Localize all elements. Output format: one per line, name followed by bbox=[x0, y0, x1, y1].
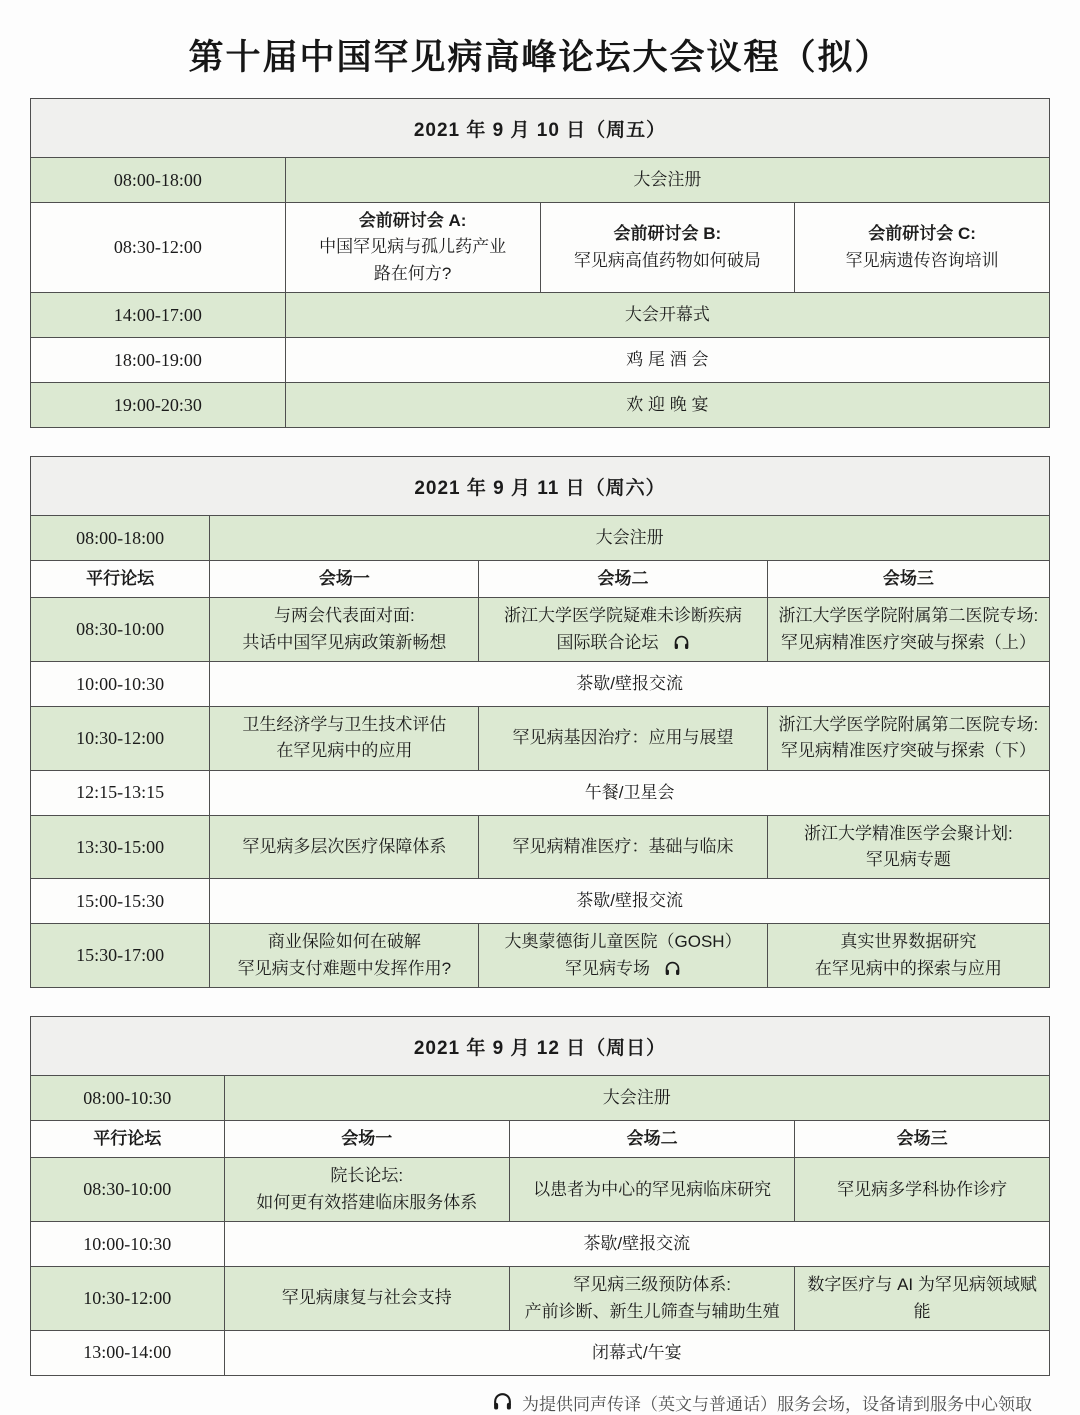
event-line bbox=[218, 834, 470, 860]
event-cell bbox=[479, 924, 767, 988]
event-cell bbox=[285, 338, 1049, 383]
event-cell bbox=[479, 707, 767, 771]
event-text: 罕见病三级预防体系: bbox=[573, 1275, 731, 1295]
event-text: 浙江大学精准医学会聚计划: bbox=[804, 823, 1013, 843]
time-cell: 08:30-10:00 bbox=[31, 598, 210, 662]
event-line bbox=[294, 347, 1041, 373]
event-text: 会场三 bbox=[882, 569, 934, 589]
event-line bbox=[294, 234, 532, 260]
event-text: 平行论坛 bbox=[86, 569, 155, 589]
event-line bbox=[218, 780, 1041, 806]
event-line bbox=[218, 738, 470, 764]
event-text: 欢 迎 晚 宴 bbox=[626, 394, 709, 414]
event-text: 罕见病专题 bbox=[865, 850, 951, 870]
event-line bbox=[487, 929, 758, 955]
event-line bbox=[233, 1231, 1041, 1257]
event-cell bbox=[285, 293, 1049, 338]
footnote bbox=[0, 1390, 1080, 1415]
event-text: 浙江大学医学院附属第二医院专场: bbox=[778, 715, 1039, 735]
event-line bbox=[776, 738, 1041, 764]
event-cell bbox=[795, 1158, 1050, 1222]
time-cell: 15:00-15:30 bbox=[31, 879, 210, 924]
event-line bbox=[776, 712, 1041, 738]
time-cell: 10:30-12:00 bbox=[31, 707, 210, 771]
event-text: 会场一 bbox=[318, 569, 370, 589]
event-line bbox=[518, 1177, 786, 1203]
event-line bbox=[218, 712, 470, 738]
event-text: 浙江大学医学院疑难未诊断疾病 bbox=[504, 606, 743, 626]
event-text: 以患者为中心的罕见病临床研究 bbox=[533, 1179, 772, 1199]
event-line bbox=[218, 956, 470, 982]
event-line bbox=[487, 725, 758, 751]
time-cell: 19:00-20:30 bbox=[31, 383, 286, 428]
event-cell bbox=[31, 1121, 225, 1158]
event-cell bbox=[795, 203, 1050, 293]
event-line bbox=[776, 956, 1041, 982]
event-line bbox=[294, 392, 1041, 418]
event-line bbox=[487, 834, 758, 860]
event-cell bbox=[767, 815, 1049, 879]
event-cell bbox=[210, 770, 1050, 815]
event-text: 罕见病精准医疗突破与探索（上） bbox=[780, 632, 1036, 652]
event-text: 罕见病精准医疗突破与探索（下） bbox=[780, 741, 1036, 761]
table-row bbox=[31, 1158, 1050, 1222]
event-text: 共话中国罕见病政策新畅想 bbox=[242, 632, 447, 652]
event-line bbox=[218, 671, 1041, 697]
event-line bbox=[294, 167, 1041, 193]
event-text: 罕见病遗传咨询培训 bbox=[845, 250, 999, 270]
event-line bbox=[803, 1126, 1041, 1152]
event-line bbox=[549, 221, 787, 247]
event-line bbox=[233, 1163, 501, 1189]
event-line bbox=[218, 630, 470, 656]
date-header-row bbox=[31, 99, 1050, 158]
event-line bbox=[233, 1340, 1041, 1366]
time-cell: 08:30-12:00 bbox=[31, 203, 286, 293]
time-cell: 12:15-13:15 bbox=[31, 770, 210, 815]
event-line bbox=[233, 1190, 501, 1216]
date-header: 2021 年 9 月 11 日（周六） bbox=[31, 457, 1050, 516]
event-line bbox=[233, 1285, 501, 1311]
event-line bbox=[776, 566, 1041, 592]
event-line bbox=[487, 603, 758, 629]
event-text: 院长论坛: bbox=[330, 1166, 404, 1186]
event-text: 与两会代表面对面: bbox=[273, 606, 415, 626]
event-text: 数字医疗与 AI 为罕见病领域赋能 bbox=[807, 1275, 1037, 1321]
event-text: 大会注册 bbox=[633, 169, 702, 189]
table-row bbox=[31, 770, 1050, 815]
table-row bbox=[31, 203, 1050, 293]
event-cell bbox=[31, 561, 210, 598]
event-line bbox=[294, 208, 532, 234]
time-cell: 10:00-10:30 bbox=[31, 1222, 225, 1267]
event-text: 会前研讨会 A: bbox=[358, 211, 467, 230]
table-row bbox=[31, 662, 1050, 707]
event-text: 罕见病康复与社会支持 bbox=[281, 1288, 452, 1308]
event-cell bbox=[210, 598, 479, 662]
event-line bbox=[549, 248, 787, 274]
event-cell bbox=[479, 598, 767, 662]
table-row bbox=[31, 879, 1050, 924]
event-text: 卫生经济学与卫生技术评估 bbox=[242, 715, 447, 735]
event-line bbox=[218, 929, 470, 955]
event-line bbox=[776, 929, 1041, 955]
event-text: 中国罕见病与孤儿药产业 bbox=[319, 237, 507, 257]
event-cell bbox=[540, 203, 795, 293]
event-line bbox=[776, 847, 1041, 873]
event-text: 会前研讨会 C: bbox=[868, 224, 976, 244]
table-row bbox=[31, 707, 1050, 771]
agenda-table-3 bbox=[30, 1016, 1050, 1376]
event-cell bbox=[224, 1121, 509, 1158]
headphones-icon bbox=[492, 1391, 513, 1414]
table-row bbox=[31, 1076, 1050, 1121]
event-text: 大会注册 bbox=[595, 527, 664, 547]
event-line bbox=[218, 566, 470, 592]
event-line bbox=[487, 956, 758, 982]
event-cell bbox=[795, 1267, 1050, 1331]
event-line bbox=[803, 221, 1041, 247]
table-row bbox=[31, 516, 1050, 561]
event-cell bbox=[210, 561, 479, 598]
headphones-icon bbox=[673, 634, 690, 651]
event-cell bbox=[767, 707, 1049, 771]
agenda-tables bbox=[0, 98, 1080, 1376]
event-text: 会前研讨会 B: bbox=[613, 224, 722, 244]
table-row bbox=[31, 293, 1050, 338]
event-line bbox=[518, 1299, 786, 1325]
event-line bbox=[218, 603, 470, 629]
event-cell bbox=[767, 561, 1049, 598]
table-row bbox=[31, 598, 1050, 662]
event-line bbox=[39, 1126, 216, 1152]
event-line bbox=[487, 630, 758, 656]
agenda-table-2 bbox=[30, 456, 1050, 988]
event-text: 茶歇/壁报交流 bbox=[576, 673, 684, 693]
event-text: 大会开幕式 bbox=[624, 304, 710, 324]
event-cell bbox=[224, 1076, 1049, 1121]
event-cell bbox=[210, 662, 1050, 707]
headphones-icon bbox=[664, 960, 681, 977]
event-cell bbox=[509, 1121, 794, 1158]
event-text: 在罕见病中的应用 bbox=[276, 741, 413, 761]
time-cell: 08:00-18:00 bbox=[31, 516, 210, 561]
event-text: 会场一 bbox=[341, 1129, 393, 1149]
table-row bbox=[31, 1330, 1050, 1375]
event-cell bbox=[224, 1158, 509, 1222]
event-text: 罕见病支付难题中发挥作用? bbox=[237, 958, 452, 978]
date-header: 2021 年 9 月 10 日（周五） bbox=[31, 99, 1050, 158]
event-cell bbox=[509, 1267, 794, 1331]
event-line bbox=[233, 1085, 1041, 1111]
event-cell bbox=[210, 815, 479, 879]
table-row bbox=[31, 158, 1050, 203]
event-text: 罕见病基因治疗：应用与展望 bbox=[512, 728, 734, 748]
event-cell bbox=[224, 1267, 509, 1331]
time-cell: 10:00-10:30 bbox=[31, 662, 210, 707]
event-text: 茶歇/壁报交流 bbox=[576, 891, 684, 911]
date-header: 2021 年 9 月 12 日（周日） bbox=[31, 1017, 1050, 1076]
event-line bbox=[803, 1272, 1041, 1325]
event-cell bbox=[285, 383, 1049, 428]
time-cell: 08:00-18:00 bbox=[31, 158, 286, 203]
event-text: 闭幕式/午宴 bbox=[591, 1342, 682, 1362]
event-text: 罕见病高值药物如何破局 bbox=[573, 250, 761, 270]
table-row bbox=[31, 1121, 1050, 1158]
event-cell bbox=[795, 1121, 1050, 1158]
event-cell bbox=[210, 879, 1050, 924]
event-line bbox=[39, 566, 201, 592]
time-cell: 15:30-17:00 bbox=[31, 924, 210, 988]
event-cell bbox=[767, 598, 1049, 662]
event-text: 平行论坛 bbox=[93, 1129, 162, 1149]
event-cell bbox=[285, 203, 540, 293]
event-text: 会场三 bbox=[896, 1129, 948, 1149]
time-cell: 14:00-17:00 bbox=[31, 293, 286, 338]
event-cell bbox=[479, 815, 767, 879]
event-line bbox=[294, 261, 532, 287]
event-cell bbox=[509, 1158, 794, 1222]
event-line bbox=[776, 821, 1041, 847]
event-cell bbox=[210, 707, 479, 771]
time-cell: 08:00-10:30 bbox=[31, 1076, 225, 1121]
event-text: 商业保险如何在破解 bbox=[267, 932, 421, 952]
event-line bbox=[518, 1126, 786, 1152]
table-row bbox=[31, 338, 1050, 383]
event-line bbox=[803, 1177, 1041, 1203]
event-text: 产前诊断、新生儿筛查与辅助生殖 bbox=[524, 1301, 780, 1321]
event-line bbox=[776, 603, 1041, 629]
event-line bbox=[776, 630, 1041, 656]
table-row bbox=[31, 1267, 1050, 1331]
page-title: 第十届中国罕见病高峰论坛大会议程（拟） bbox=[188, 38, 892, 77]
event-text: 罕见病专场 bbox=[565, 958, 651, 978]
event-cell bbox=[224, 1330, 1049, 1375]
event-text: 国际联合论坛 bbox=[556, 632, 659, 652]
time-cell: 08:30-10:00 bbox=[31, 1158, 225, 1222]
time-cell: 10:30-12:00 bbox=[31, 1267, 225, 1331]
event-text: 鸡 尾 酒 会 bbox=[626, 349, 709, 369]
table-row bbox=[31, 815, 1050, 879]
event-cell bbox=[767, 924, 1049, 988]
event-text: 路在何方? bbox=[373, 263, 452, 283]
event-cell bbox=[285, 158, 1049, 203]
table-row bbox=[31, 924, 1050, 988]
headphones-icon bbox=[492, 1391, 513, 1412]
event-text: 午餐/卫星会 bbox=[584, 782, 675, 802]
event-line bbox=[487, 566, 758, 592]
event-line bbox=[518, 1272, 786, 1298]
footnote-text: 为提供同声传译（英文与普通话）服务会场，设备请到服务中心领取 bbox=[522, 1394, 1032, 1414]
event-text: 大奥蒙德街儿童医院（GOSH） bbox=[504, 932, 742, 952]
event-text: 罕见病精准医疗：基础与临床 bbox=[512, 836, 734, 856]
event-text: 真实世界数据研究 bbox=[840, 932, 977, 952]
table-row bbox=[31, 561, 1050, 598]
agenda-table-1 bbox=[30, 98, 1050, 428]
time-cell: 13:30-15:00 bbox=[31, 815, 210, 879]
time-cell: 13:00-14:00 bbox=[31, 1330, 225, 1375]
table-row bbox=[31, 383, 1050, 428]
event-text: 会场二 bbox=[626, 1129, 678, 1149]
date-header-row bbox=[31, 1017, 1050, 1076]
event-line bbox=[294, 302, 1041, 328]
event-text: 浙江大学医学院附属第二医院专场: bbox=[778, 606, 1039, 626]
event-line bbox=[233, 1126, 501, 1152]
event-text: 罕见病多层次医疗保障体系 bbox=[242, 836, 447, 856]
event-cell bbox=[210, 516, 1050, 561]
event-text: 在罕见病中的探索与应用 bbox=[814, 958, 1002, 978]
time-cell: 18:00-19:00 bbox=[31, 338, 286, 383]
event-text: 如何更有效搭建临床服务体系 bbox=[256, 1192, 478, 1212]
event-text: 茶歇/壁报交流 bbox=[583, 1233, 691, 1253]
event-cell bbox=[210, 924, 479, 988]
event-text: 罕见病多学科协作诊疗 bbox=[837, 1179, 1008, 1199]
event-cell bbox=[479, 561, 767, 598]
event-line bbox=[218, 888, 1041, 914]
date-header-row bbox=[31, 457, 1050, 516]
event-line bbox=[803, 248, 1041, 274]
event-line bbox=[218, 525, 1041, 551]
event-text: 大会注册 bbox=[602, 1087, 671, 1107]
event-text: 会场二 bbox=[597, 569, 649, 589]
